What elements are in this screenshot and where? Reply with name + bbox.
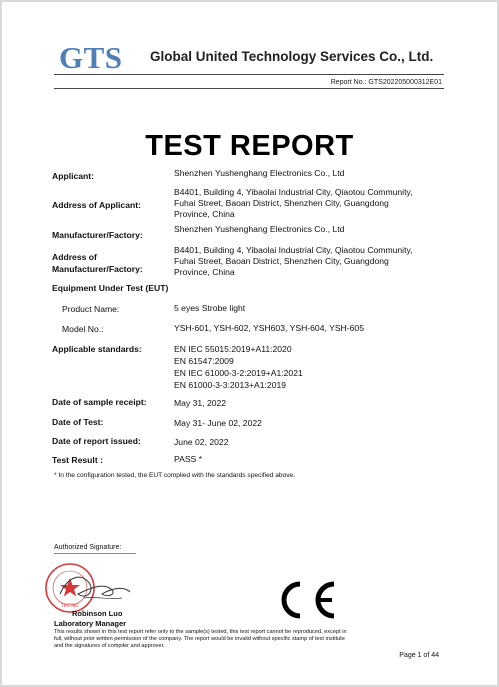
address-manufacturer-label-line: Address of [52, 252, 97, 262]
disclaimer-line: and the signatures of compiler and approver. [54, 643, 165, 649]
signer-title: Laboratory Manager [54, 619, 127, 628]
compliance-note: * In the configuration tested, the EUT complied with the standards specified above. [54, 472, 296, 479]
applicant-label: Applicant: [52, 171, 95, 181]
report-issued-value: June 02, 2022 [174, 437, 229, 447]
address-applicant-line: Fuhai Street, Baoan District, Shenzhen City, Guangdong [174, 198, 389, 208]
header-divider-lower [54, 88, 444, 89]
address-applicant-value [174, 187, 413, 220]
date-of-test-value: May 31- June 02, 2022 [174, 418, 262, 428]
signer-name: Robinson Luo [72, 609, 123, 618]
manufacturer-label: Manufacturer/Factory: [52, 230, 143, 240]
standard-item: EN 61000-3-3:2013+A1:2019 [174, 380, 287, 390]
stamp-text: TESTING [61, 603, 79, 608]
test-result-label: Test Result : [52, 455, 103, 465]
model-no-value: YSH-601, YSH-602, YSH603, YSH-604, YSH-605 [174, 323, 364, 333]
eut-heading: Equipment Under Test (EUT) [52, 283, 169, 293]
address-manufacturer-label [52, 251, 143, 275]
ce-mark-logo [274, 580, 338, 620]
page-number: Page 1 of 44 [399, 652, 439, 659]
disclaimer-line: full, without prior written permission of the company. The report would be invalid without specific stamp of test institute [54, 636, 345, 642]
standard-item: EN IEC 55015:2019+A11:2020 [174, 344, 292, 354]
address-applicant-line: Province, China [174, 209, 235, 219]
certificate-page [2, 2, 497, 685]
address-manufacturer-line: B4401, Building 4, Yibaolai Industrial City, Qiaotou Community, [174, 245, 413, 255]
company-name: Global United Technology Services Co., Ltd. [150, 49, 434, 64]
product-name-value: 5 eyes Strobe light [174, 303, 246, 313]
date-of-test-label: Date of Test: [52, 417, 104, 427]
page-title: TEST REPORT [145, 130, 354, 162]
address-manufacturer-value [174, 245, 413, 278]
disclaimer [54, 629, 454, 650]
standard-item: EN 61547:2009 [174, 356, 234, 366]
address-manufacturer-line: Fuhai Street, Baoan District, Shenzhen City, Guangdong [174, 256, 389, 266]
sample-receipt-value: May 31, 2022 [174, 398, 227, 408]
standard-item: EN IEC 61000-3-2:2019+A1:2021 [174, 368, 303, 378]
address-manufacturer-line: Province, China [174, 267, 235, 277]
standards-label: Applicable standards: [52, 344, 142, 354]
test-result-value: PASS * [174, 454, 203, 464]
sample-receipt-label: Date of sample receipt: [52, 397, 147, 407]
product-name-label: Product Name: [62, 304, 120, 314]
manufacturer-value: Shenzhen Yushenghang Electronics Co., Ltd [174, 224, 345, 234]
disclaimer-line: This results shown in this test report refer only to the sample(s) tested, this test report cannot be reproduced, except in [54, 629, 347, 635]
gts-logo: GTS [59, 40, 123, 75]
address-applicant-line: B4401, Building 4, Yibaolai Industrial City, Qiaotou Community, [174, 187, 413, 197]
authorized-signature-label: Authorized Signature: [54, 544, 122, 551]
model-no-label: Model No.: [62, 324, 104, 334]
standards-list [174, 343, 303, 391]
header-divider [54, 74, 444, 75]
report-number: Report No.: GTS202205000312E01 [330, 79, 442, 86]
applicant-value: Shenzhen Yushenghang Electronics Co., Ltd [174, 168, 345, 178]
report-issued-label: Date of report issued: [52, 436, 141, 446]
address-applicant-label: Address of Applicant: [52, 200, 141, 210]
address-manufacturer-label-line: Manufacturer/Factory: [52, 264, 143, 274]
